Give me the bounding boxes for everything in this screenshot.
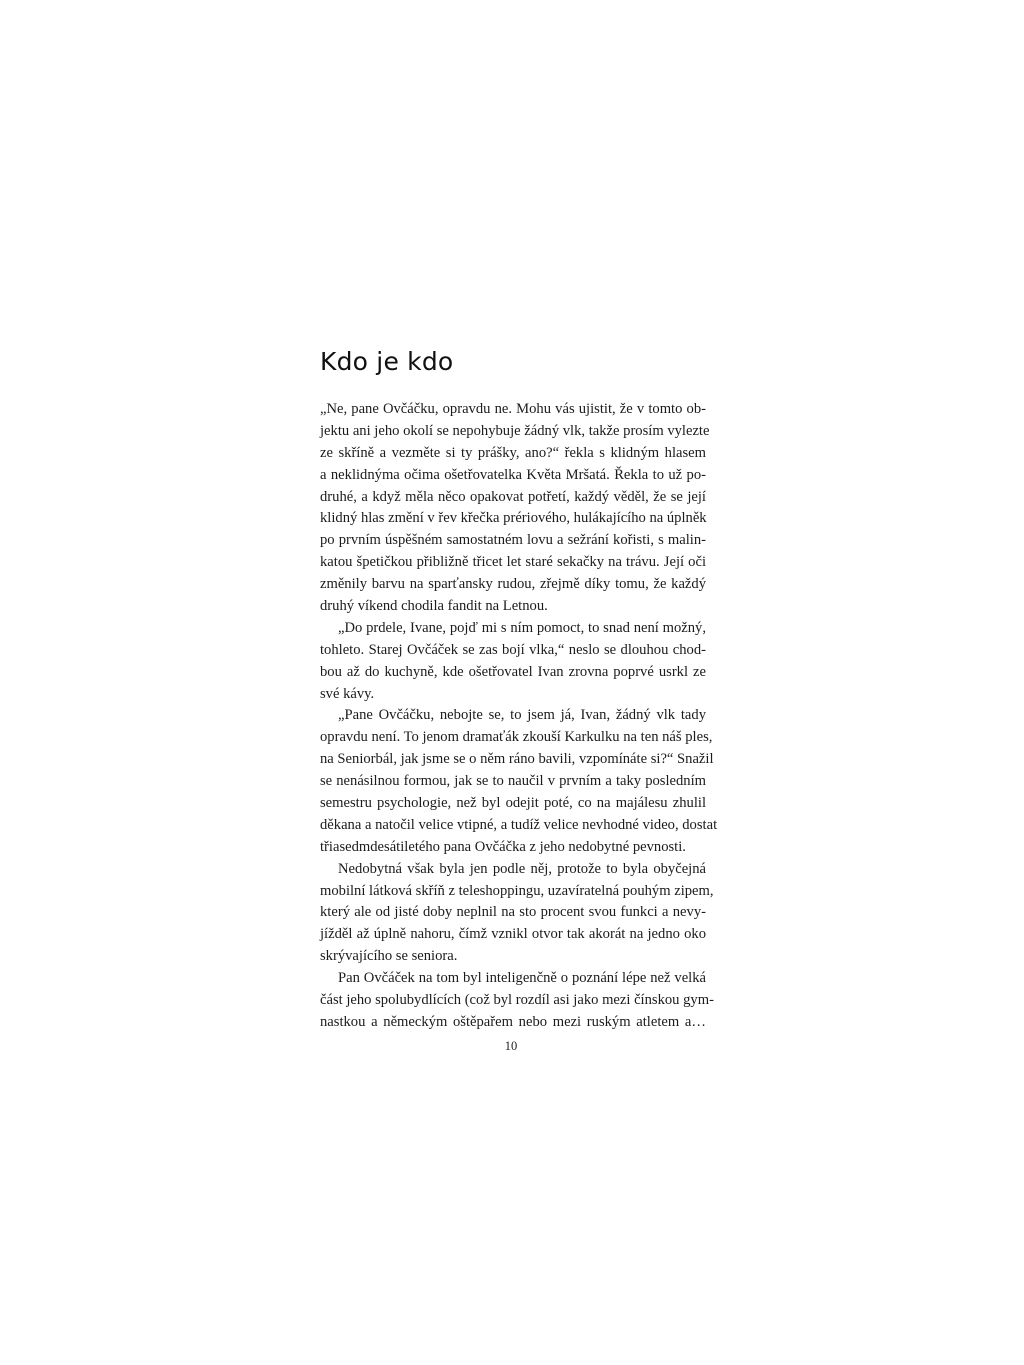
text-line: jektu ani jeho okolí se nepohybuje žádný vlk, takže prosím vylezte	[320, 422, 710, 439]
text-line: jížděl až úplně nahoru, čímž vznikl otvor tak akorát na jedno oko	[320, 926, 706, 943]
text-line: ze skříně a vezměte si ty prášky, ano?“ řekla s klidným hlasem	[320, 444, 706, 461]
text-line: „Pane Ovčáčku, nebojte se, to jsem já, Ivan, žádný vlk tady	[338, 707, 706, 724]
text-line: druhé, a když měla něco opakovat potřetí, každý věděl, že se její	[320, 488, 706, 505]
text-line: druhý víkend chodila fandit na Letnou.	[320, 598, 548, 615]
paragraph	[320, 859, 714, 968]
text-line: bou až do kuchyně, kde ošetřovatel Ivan zrovna poprvé usrkl ze	[320, 663, 706, 680]
text-line: skrývajícího se seniora.	[320, 948, 458, 965]
text-line: třiasedmdesátiletého pana Ovčáčka z jeho nedobytné pevnosti.	[320, 838, 686, 855]
text-line: který ale od jisté doby neplnil na sto procent svou funkci a nevy-	[320, 904, 706, 921]
text-line: Nedobytná však byla jen podle něj, protože to byla obyčejná	[338, 860, 706, 877]
text-line: katou špetičkou přibližně třicet let staré sekačky na trávu. Její oči	[320, 554, 706, 571]
text-line: semestru psychologie, než byl odejit poté, co na majálesu zhulil	[320, 795, 706, 812]
text-line: a neklidnýma očima ošetřovatelka Květa Mršatá. Řekla to už po-	[320, 466, 706, 483]
text-line: „Do prdele, Ivane, pojď mi s ním pomoct, to snad není možný,	[338, 619, 706, 636]
text-line: změnily barvu na sparťansky rudou, zřejmě díky tomu, že každý	[320, 576, 706, 593]
paragraph	[320, 399, 710, 618]
text-line: klidný hlas změní v řev křečka prériového, hulákajícího na úplněk	[320, 510, 707, 527]
text-line: nastkou a německým oštěpařem nebo mezi ruským atletem a…	[320, 1013, 706, 1030]
text-line: na Seniorbál, jak jsme se o něm ráno bavili, vzpomínáte si?“ Snažil	[320, 751, 714, 768]
body-text	[320, 399, 718, 1034]
paragraph	[320, 968, 714, 1034]
text-line: se nenásilnou formou, jak se to naučil v prvním a taky posledním	[320, 773, 706, 790]
text-line: mobilní látková skříň z teleshoppingu, uzavíratelná pouhým zipem,	[320, 882, 714, 899]
chapter-title: Kdo je kdo	[320, 347, 454, 376]
text-line: opravdu není. To jenom dramaťák zkouší Karkulku na ten náš ples,	[320, 729, 713, 746]
text-line: tohleto. Starej Ovčáček se zas bojí vlka,“ neslo se dlouhou chod-	[320, 641, 706, 658]
paragraph	[320, 705, 718, 858]
text-line: po prvním úspěšném samostatném lovu a sežrání kořisti, s malin-	[320, 532, 706, 549]
text-line: Pan Ovčáček na tom byl inteligenčně o poznání lépe než velká	[338, 970, 706, 987]
paragraph	[320, 618, 706, 706]
text-line: své kávy.	[320, 685, 375, 702]
text-line: „Ne, pane Ovčáčku, opravdu ne. Mohu vás ujistit, že v tomto ob-	[320, 401, 706, 417]
text-line: část jeho spolubydlících (což byl rozdíl asi jako mezi čínskou gym-	[320, 992, 714, 1009]
page-number: 10	[504, 1039, 518, 1053]
text-line: děkana a natočil velice vtipné, a tudíž velice nevhodné video, dostat	[320, 816, 718, 833]
